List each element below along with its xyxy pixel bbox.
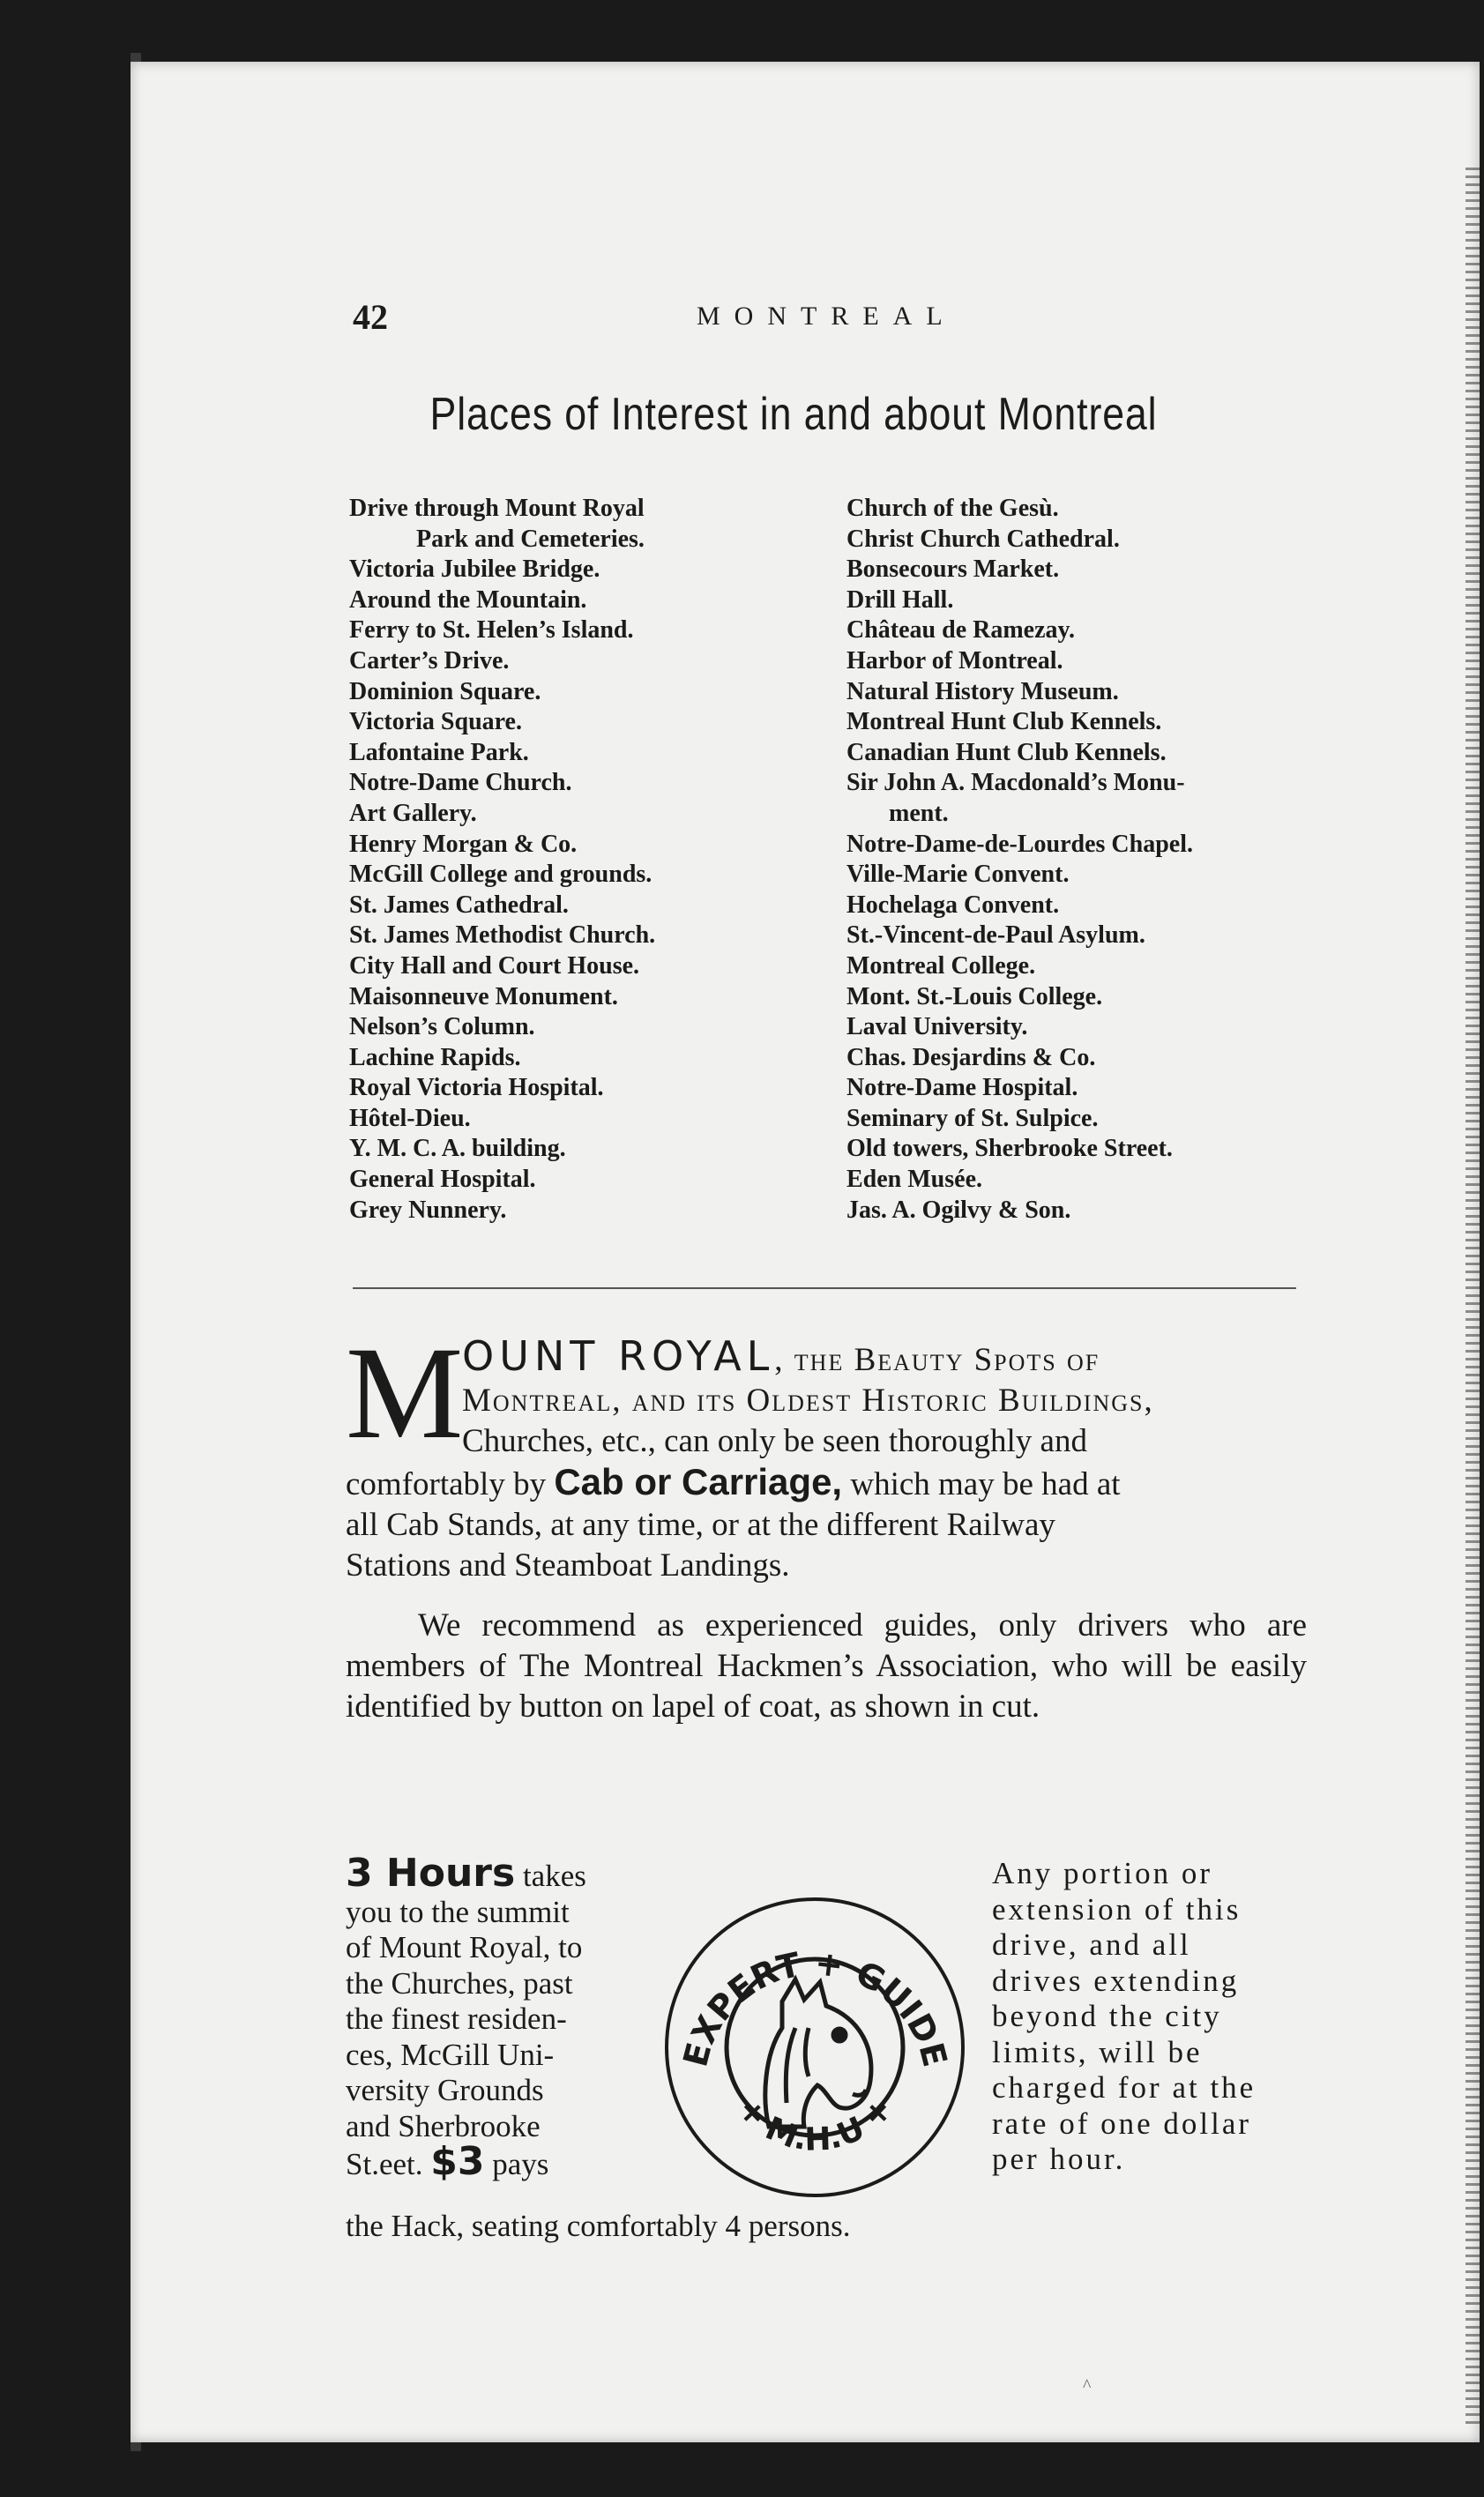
hours-line: the Churches, past [346, 1965, 573, 2001]
ad-line: Churches, etc., can only be seen thoroughly and [462, 1423, 1087, 1459]
ad-line [346, 1332, 1307, 1381]
list-item: Drive through Mount Royal [349, 495, 645, 522]
list-item: Lachine Rapids. [349, 1043, 521, 1071]
page-title: Places of Interest in and about Montreal [429, 389, 1158, 440]
badge-bottom-text: + M.H.U + [729, 2091, 901, 2158]
rate-line: Any portion or [992, 1856, 1213, 1890]
hours-line: you to the summit [346, 1894, 570, 1929]
ad-text: , the Beauty Spots of [774, 1342, 1100, 1378]
list-item: Notre-Dame Hospital. [846, 1074, 1078, 1102]
ad-heading: OUNT ROYAL [462, 1332, 775, 1380]
page-edge [1465, 168, 1480, 2425]
list-item: Maisonneuve Monument. [349, 982, 618, 1010]
cab-carriage-emphasis: Cab or Carriage, [554, 1461, 843, 1502]
list-item: Chas. Desjardins & Co. [846, 1043, 1096, 1071]
page-header [353, 296, 1234, 340]
list-item: Dominion Square. [349, 677, 541, 705]
ad-line: Stations and Steamboat Landings. [346, 1547, 790, 1584]
horse-head-icon [765, 1979, 871, 2127]
rate-line: limits, will be [992, 2034, 1203, 2069]
list-item: Y. M. C. A. building. [349, 1135, 566, 1163]
list-item: Old towers, Sherbrooke Street. [846, 1135, 1173, 1163]
list-item: Park and Cemeteries. [416, 525, 645, 553]
list-item: Henry Morgan & Co. [349, 830, 578, 858]
price-emphasis: $3 [430, 2139, 485, 2184]
list-item: Church of the Gesù. [846, 495, 1059, 522]
list-item: General Hospital. [349, 1166, 536, 1194]
list-item: Seminary of St. Sulpice. [846, 1104, 1099, 1132]
list-item: ment. [889, 799, 949, 827]
list-item: Notre-Dame-de-Lourdes Chapel. [846, 830, 1193, 858]
list-item: Hochelaga Convent. [846, 891, 1060, 919]
list-item: Canadian Hunt Club Kennels. [846, 738, 1167, 766]
list-item: Victoria Square. [349, 708, 522, 736]
rate-line: charged for at the [992, 2070, 1257, 2105]
ad-text: which may be had at [842, 1466, 1121, 1502]
rate-line: rate of one dollar [992, 2106, 1252, 2141]
list-item: St. James Methodist Church. [349, 921, 656, 950]
hours-text: pays [484, 2147, 549, 2181]
ad-paragraph: We recommend as experienced guides, only drivers who are members of The Montreal Hackmen’s Association, who will be easily identified by button on lapel of coat, as shown in cut. [346, 1607, 1307, 1725]
rate-line: drive, and all [992, 1927, 1191, 1962]
running-head: MONTREAL [697, 302, 957, 331]
list-item: McGill College and grounds. [349, 861, 653, 889]
list-item: Hôtel-Dieu. [349, 1104, 471, 1132]
hours-line: of Mount Royal, to [346, 1930, 583, 1964]
list-item: Nelson’s Column. [349, 1013, 535, 1041]
list-item: Sir John A. Macdonald’s Monu- [846, 769, 1185, 797]
hack-capacity-line: the Hack, seating comfortably 4 persons. [346, 2209, 851, 2243]
list-item: Natural History Museum. [846, 677, 1119, 705]
list-item: Ferry to St. Helen’s Island. [349, 616, 634, 645]
cab-advertisement [346, 1320, 1307, 1727]
list-item: St.-Vincent-de-Paul Asylum. [846, 921, 1145, 950]
list-item: Drill Hall. [846, 585, 954, 614]
hackmen-badge-icon [663, 1896, 967, 2200]
rate-line: extension of this [992, 1891, 1242, 1927]
list-item: Carter’s Drive. [349, 646, 510, 675]
ad-text: comfortably by [346, 1466, 555, 1502]
rate-line: per hour. [992, 2142, 1126, 2176]
list-item: Jas. A. Ogilvy & Son. [846, 1196, 1071, 1224]
list-item: Laval University. [846, 1013, 1028, 1041]
list-item: Château de Ramezay. [846, 616, 1075, 645]
list-item: Eden Musée. [846, 1166, 982, 1194]
badge-top-text: EXPERT + GUIDE [675, 1943, 955, 2071]
list-item: Harbor of Montreal. [846, 646, 1063, 675]
list-item: Victoria Jubilee Bridge. [349, 555, 600, 584]
hours-line: versity Grounds [346, 2073, 544, 2107]
ad-line: Montreal, and its Oldest Historic Buildings, [462, 1383, 1154, 1419]
list-item: Ville-Marie Convent. [846, 861, 1070, 889]
list-item: Christ Church Cathedral. [846, 525, 1120, 553]
places-list-right [846, 494, 1323, 1226]
ad-line [346, 1462, 1307, 1505]
hours-line: and Sherbrooke [346, 2108, 541, 2143]
list-item: Montreal Hunt Club Kennels. [846, 708, 1162, 736]
hours-block [346, 1851, 663, 2184]
list-item: City Hall and Court House. [349, 951, 640, 980]
list-item: Grey Nunnery. [349, 1196, 507, 1224]
hours-text: St.eet. [346, 2147, 431, 2181]
ad-line: all Cab Stands, at any time, or at the different Railway [346, 1507, 1055, 1543]
hours-text: takes [515, 1859, 586, 1893]
section-divider [353, 1287, 1296, 1289]
drop-cap: M [346, 1320, 464, 1466]
list-item: Lafontaine Park. [349, 738, 529, 766]
rate-line: drives extending [992, 1963, 1240, 1998]
hours-line: ces, McGill Uni- [346, 2037, 555, 2072]
list-item: Notre-Dame Church. [349, 769, 572, 797]
list-item: Around the Mountain. [349, 585, 587, 614]
hours-line [346, 1851, 663, 1896]
list-item: St. James Cathedral. [349, 891, 569, 919]
hours-emphasis: 3 Hours [346, 1851, 516, 1896]
list-item: Art Gallery. [349, 799, 477, 827]
list-item: Montreal College. [846, 951, 1036, 980]
page-number: 42 [353, 297, 388, 337]
places-list-left [349, 494, 808, 1226]
hours-line [346, 2139, 663, 2184]
list-item: Bonsecours Market. [846, 555, 1060, 584]
list-item: Royal Victoria Hospital. [349, 1074, 604, 1102]
rate-line: beyond the city [992, 1999, 1222, 2033]
hours-line: the finest residen- [346, 2001, 567, 2036]
list-item: Mont. St.-Louis College. [846, 982, 1103, 1010]
rate-block [992, 1856, 1305, 2178]
marginalia: ^ [1083, 2376, 1092, 2396]
